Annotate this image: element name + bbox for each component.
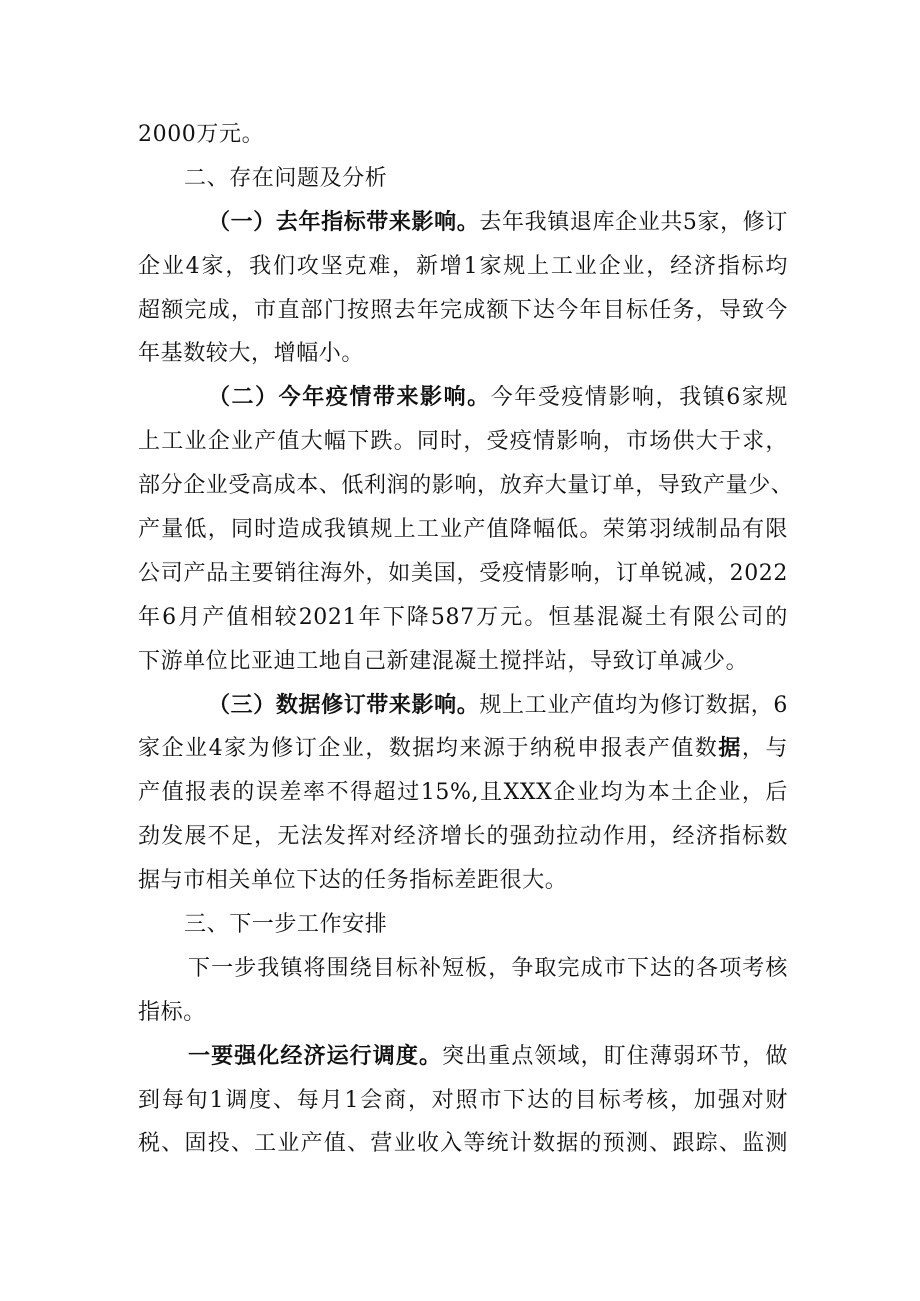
text-line xyxy=(138,815,788,859)
body-text: 到每旬1调度、每月1会商，对照市下达的目标考核，加强对财 xyxy=(138,1087,788,1113)
text-line xyxy=(138,289,788,333)
text-line xyxy=(138,464,794,508)
body-text: 公司产品主要销往海外，如美国，受疫情影响，订单锐减，2022 xyxy=(138,560,788,586)
bold-lead-text: 一要强化经济运行调度。 xyxy=(188,1042,443,1069)
bold-lead-text: （三）数据修订带来影响。 xyxy=(208,691,480,718)
text-line xyxy=(138,640,788,684)
body-text: 规上工业产值均为修订数据，6 xyxy=(479,692,788,718)
body-text: 下游单位比亚迪工地自己新建混凝土搅拌站，导致订单减少。 xyxy=(138,648,749,674)
body-text: 税、固投、工业产值、营业收入等统计数据的预测、跟踪、监测 xyxy=(138,1131,788,1157)
body-text: 超额完成，市直部门按照去年完成额下达今年目标任务，导致今 xyxy=(138,297,788,323)
body-text: 去年我镇退库企业共5家，修订 xyxy=(479,209,788,235)
section-heading xyxy=(138,903,788,947)
text-line xyxy=(138,508,788,552)
body-text: 部分企业受高成本、低利润的影响，放弃大量订单，导致产量少、 xyxy=(138,473,794,499)
text-line xyxy=(138,727,788,771)
body-text: 今年受疫情影响，我镇6家规 xyxy=(490,385,788,411)
body-text: 据与市相关单位下达的任务指标差距很大。 xyxy=(138,868,568,894)
bold-lead-text: （一）去年指标带来影响。 xyxy=(208,208,480,235)
text-line xyxy=(138,552,788,596)
body-text: 突出重点领域，盯住薄弱环节，做 xyxy=(442,1043,788,1069)
paragraph-first-line xyxy=(138,684,788,728)
body-text: 三、下一步工作安排 xyxy=(184,912,388,938)
text-line xyxy=(138,991,788,1035)
paragraph-first-line xyxy=(138,947,788,991)
bold-lead-text: 据 xyxy=(718,735,742,762)
bold-lead-text: （二）今年疫情带来影响。 xyxy=(208,384,491,411)
text-line xyxy=(138,859,788,903)
text-line xyxy=(138,771,788,815)
paragraph-first-line xyxy=(138,201,788,245)
text-line xyxy=(138,245,788,289)
body-text: 2000万元。 xyxy=(138,122,265,147)
body-text: 企业4家，我们攻坚克难，新增1家规上工业企业，经济指标均 xyxy=(138,253,788,279)
text-line xyxy=(138,332,788,376)
body-text: 指标。 xyxy=(138,999,206,1025)
body-text: 产值报表的误差率不得超过15%,且XXX企业均为本土企业，后 xyxy=(138,780,788,806)
body-text: ，与 xyxy=(741,736,789,762)
body-text: 年基数较大，增幅小。 xyxy=(138,341,365,367)
text-line xyxy=(138,1079,788,1123)
body-text: 家企业4家为修订企业，数据均来源于纳税申报表产值数 xyxy=(138,736,719,762)
body-text: 下一步我镇将围绕目标补短板，争取完成市下达的各项考核 xyxy=(188,955,788,981)
body-text: 劲发展不足，无法发挥对经济增长的强劲拉动作用，经济指标数 xyxy=(138,824,788,850)
paragraph-first-line xyxy=(138,376,788,420)
section-heading xyxy=(138,157,788,201)
paragraph-first-line xyxy=(138,1035,788,1079)
body-text: 年6月产值相较2021年下降587万元。恒基混凝土有限公司的 xyxy=(138,604,788,630)
body-text: 产量低，同时造成我镇规上工业产值降幅低。荣第羽绒制品有限 xyxy=(138,517,788,543)
text-line xyxy=(138,596,788,640)
text-line xyxy=(138,420,788,464)
document-body xyxy=(138,113,794,1166)
text-line xyxy=(138,1122,788,1166)
text-line xyxy=(138,113,788,157)
body-text: 二、存在问题及分析 xyxy=(184,165,388,191)
body-text: 上工业企业产值大幅下跌。同时，受疫情影响，市场供大于求， xyxy=(138,429,788,455)
